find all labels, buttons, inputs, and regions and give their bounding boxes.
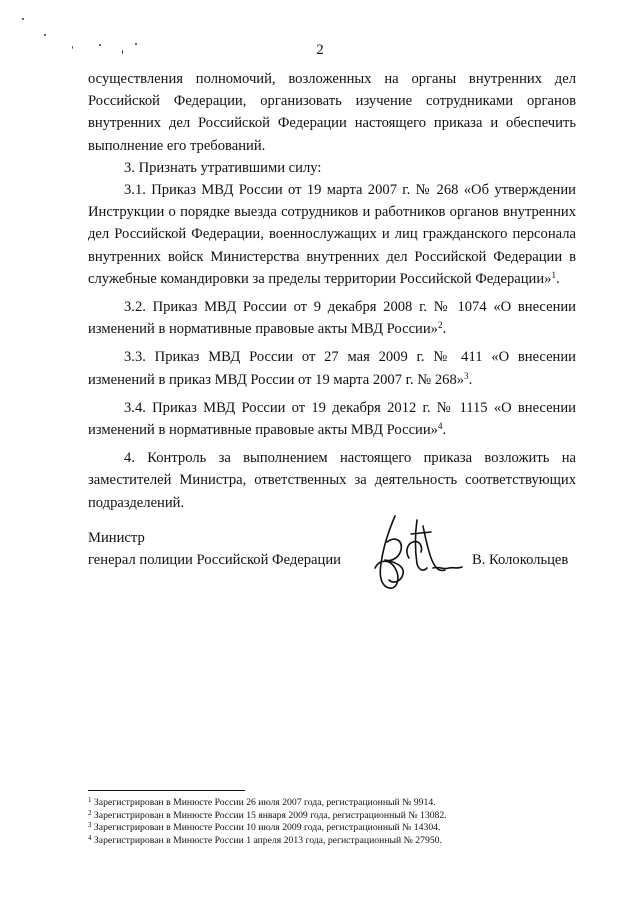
footnotes bbox=[88, 797, 588, 847]
scan-speck bbox=[44, 34, 46, 36]
footnote: $^3$ Зарегистрирован в Минюсте России 10 июля 2009 года, регистрационный № 14304. bbox=[88, 821, 441, 834]
footnote: $^4$ Зарегистрирован в Минюсте России 1 апреля 2013 года, регистрационный № 27950. bbox=[88, 833, 442, 846]
footnote-ref: 1 bbox=[551, 269, 556, 280]
paragraph-item-3-2: 3.2. Приказ МВД России от 9 декабря 2008 г. № 1074 «О внесении изменений в нормативные правовые акты МВД России»$^2$. bbox=[88, 299, 576, 338]
footnote-ref: 4 bbox=[437, 421, 443, 432]
signatory-name: В. Колокольцев bbox=[472, 552, 569, 568]
page-number: 2 bbox=[316, 42, 324, 58]
paragraph-continuation: осуществления полномочий, возложенных на органы внутренних дел Российской Федерации, организовать изучение сотрудниками органов внутренних дел Российской Федерации настоящего приказа и обеспечить выполнение его требований. bbox=[88, 71, 576, 154]
signatory-rank: генерал полиции Российской Федерации bbox=[88, 552, 341, 568]
paragraph-item-3: 3. Признать утратившими силу: bbox=[124, 159, 322, 176]
footnote: $^2$ Зарегистрирован в Минюсте России 15 января 2009 года, регистрационный № 13082. bbox=[88, 808, 447, 821]
paragraph-item-3-4: 3.4. Приказ МВД России от 19 декабря 2012 г. № 1115 «О внесении изменений в нормативные правовые акты МВД России»$^4$. bbox=[88, 399, 576, 439]
footnote: $^1$ Зарегистрирован в Минюсте России 26 июля 2007 года, регистрационный № 9914. bbox=[88, 796, 436, 808]
signatory-title: Министр bbox=[88, 530, 145, 546]
paragraph-item-3-3: 3.3. Приказ МВД России от 27 мая 2009 г. № 411 «О внесении изменений в приказ МВД России от 19 марта 2007 г. № 268»$^3$. bbox=[88, 349, 576, 388]
scan-speck bbox=[22, 18, 24, 20]
footnote-ref: 3 bbox=[464, 370, 469, 381]
paragraph-item-3-1: 3.1. Приказ МВД России от 19 марта 2007 г. № 268 «Об утверждении Инструкции о порядке выезда сотрудников и работников органов внутренних дел Российской Федерации, военнослужащих и лиц гражданского персонала внутренних войск Министерства внутренних дел Российской Федерации в служебные командировки за пределы территории Российской Федерации»$^1$. bbox=[88, 182, 576, 287]
document-body bbox=[88, 68, 576, 514]
footnote-ref: 2 bbox=[437, 320, 443, 331]
footnote-separator bbox=[88, 790, 245, 791]
handwritten-signature bbox=[365, 512, 465, 594]
paragraph-item-4: 4. Контроль за выполнением настоящего приказа возложить на заместителей Министра, ответственных за деятельность соответствующих подразделений. bbox=[88, 450, 576, 511]
